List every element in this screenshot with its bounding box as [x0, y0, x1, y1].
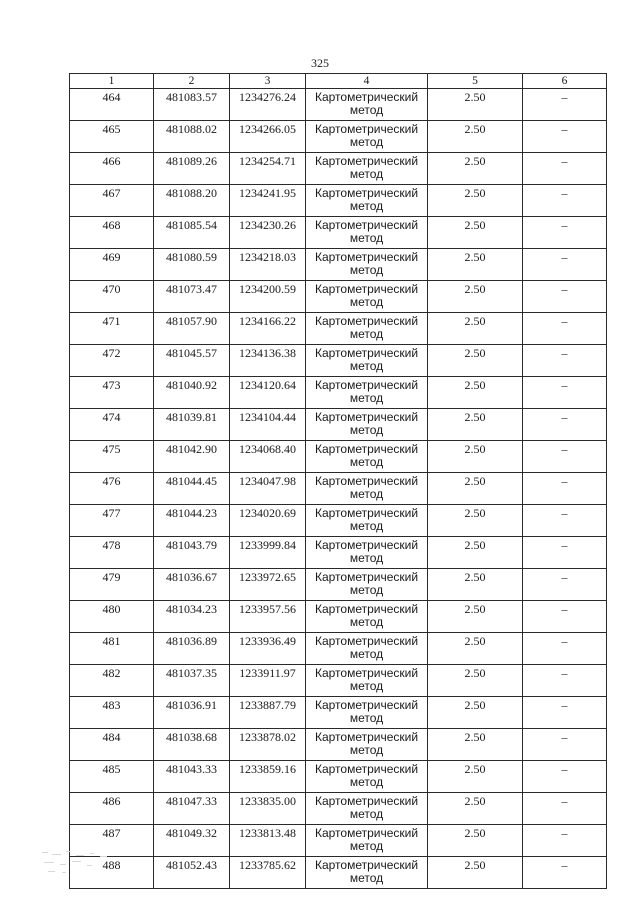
cell-y-coordinate: 1234166.22 [230, 313, 306, 345]
cell-method: Картометрический метод [306, 665, 428, 697]
cell-x-coordinate: 481045.57 [154, 345, 230, 377]
cell-accuracy: 2.50 [428, 281, 523, 313]
table-row [70, 473, 607, 505]
cell-y-coordinate: 1234020.69 [230, 505, 306, 537]
cell-method: Картометрический метод [306, 377, 428, 409]
cell-point-number: 467 [70, 185, 154, 217]
cell-method: Картометрический метод [306, 153, 428, 185]
cell-note: – [523, 153, 607, 185]
cell-note: – [523, 473, 607, 505]
cell-x-coordinate: 481036.91 [154, 697, 230, 729]
cell-x-coordinate: 481049.32 [154, 825, 230, 857]
cell-y-coordinate: 1234047.98 [230, 473, 306, 505]
cell-y-coordinate: 1233785.62 [230, 857, 306, 889]
cell-point-number: 486 [70, 793, 154, 825]
table-row [70, 185, 607, 217]
cell-y-coordinate: 1234266.05 [230, 121, 306, 153]
cell-accuracy: 2.50 [428, 153, 523, 185]
cell-x-coordinate: 481088.02 [154, 121, 230, 153]
cell-point-number: 468 [70, 217, 154, 249]
table-row [70, 377, 607, 409]
cell-x-coordinate: 481083.57 [154, 89, 230, 121]
cell-point-number: 477 [70, 505, 154, 537]
cell-point-number: 465 [70, 121, 154, 153]
cell-note: – [523, 409, 607, 441]
cell-x-coordinate: 481037.35 [154, 665, 230, 697]
cell-y-coordinate: 1234276.24 [230, 89, 306, 121]
page-number: 325 [311, 56, 329, 70]
cell-x-coordinate: 481057.90 [154, 313, 230, 345]
cell-note: – [523, 217, 607, 249]
cell-method: Картометрический метод [306, 569, 428, 601]
cell-y-coordinate: 1233813.48 [230, 825, 306, 857]
cell-note: – [523, 761, 607, 793]
cell-y-coordinate: 1234241.95 [230, 185, 306, 217]
cell-note: – [523, 793, 607, 825]
cell-point-number: 464 [70, 89, 154, 121]
cell-method: Картометрический метод [306, 313, 428, 345]
cell-x-coordinate: 481039.81 [154, 409, 230, 441]
table-row [70, 153, 607, 185]
cell-y-coordinate: 1234136.38 [230, 345, 306, 377]
cell-accuracy: 2.50 [428, 441, 523, 473]
table-row [70, 121, 607, 153]
cell-accuracy: 2.50 [428, 313, 523, 345]
cell-method: Картометрический метод [306, 505, 428, 537]
cell-method: Картометрический метод [306, 121, 428, 153]
cell-point-number: 479 [70, 569, 154, 601]
cell-accuracy: 2.50 [428, 633, 523, 665]
cell-method: Картометрический метод [306, 601, 428, 633]
table-row [70, 345, 607, 377]
table-row [70, 665, 607, 697]
cell-accuracy: 2.50 [428, 857, 523, 889]
cell-x-coordinate: 481047.33 [154, 793, 230, 825]
cell-note: – [523, 601, 607, 633]
column-header-6: 6 [523, 74, 607, 89]
cell-x-coordinate: 481085.54 [154, 217, 230, 249]
cell-x-coordinate: 481044.45 [154, 473, 230, 505]
cell-y-coordinate: 1233911.97 [230, 665, 306, 697]
cell-y-coordinate: 1233972.65 [230, 569, 306, 601]
cell-accuracy: 2.50 [428, 217, 523, 249]
cell-point-number: 484 [70, 729, 154, 761]
cell-method: Картометрический метод [306, 473, 428, 505]
cell-accuracy: 2.50 [428, 601, 523, 633]
cell-x-coordinate: 481036.67 [154, 569, 230, 601]
cell-note: – [523, 345, 607, 377]
cell-method: Картометрический метод [306, 825, 428, 857]
cell-method: Картометрический метод [306, 345, 428, 377]
cell-y-coordinate: 1234254.71 [230, 153, 306, 185]
cell-note: – [523, 857, 607, 889]
cell-method: Картометрический метод [306, 729, 428, 761]
cell-note: – [523, 825, 607, 857]
cell-accuracy: 2.50 [428, 185, 523, 217]
table-row [70, 409, 607, 441]
cell-note: – [523, 569, 607, 601]
column-header-4: 4 [306, 74, 428, 89]
cell-method: Картометрический метод [306, 217, 428, 249]
cell-accuracy: 2.50 [428, 569, 523, 601]
cell-point-number: 474 [70, 409, 154, 441]
table-row [70, 793, 607, 825]
cell-y-coordinate: 1234120.64 [230, 377, 306, 409]
cell-point-number: 472 [70, 345, 154, 377]
cell-method: Картометрический метод [306, 793, 428, 825]
cell-note: – [523, 729, 607, 761]
table-row [70, 313, 607, 345]
table-row [70, 601, 607, 633]
cell-x-coordinate: 481036.89 [154, 633, 230, 665]
table-row [70, 729, 607, 761]
table-row [70, 633, 607, 665]
cell-x-coordinate: 481044.23 [154, 505, 230, 537]
cell-x-coordinate: 481042.90 [154, 441, 230, 473]
cell-point-number: 478 [70, 537, 154, 569]
table-row [70, 441, 607, 473]
cell-point-number: 466 [70, 153, 154, 185]
cell-x-coordinate: 481043.33 [154, 761, 230, 793]
cell-note: – [523, 249, 607, 281]
cell-y-coordinate: 1234200.59 [230, 281, 306, 313]
cell-note: – [523, 697, 607, 729]
cell-note: – [523, 665, 607, 697]
cell-y-coordinate: 1233999.84 [230, 537, 306, 569]
cell-method: Картометрический метод [306, 185, 428, 217]
cell-point-number: 476 [70, 473, 154, 505]
cell-method: Картометрический метод [306, 633, 428, 665]
cell-x-coordinate: 481052.43 [154, 857, 230, 889]
column-header-3: 3 [230, 74, 306, 89]
cell-y-coordinate: 1234104.44 [230, 409, 306, 441]
cell-note: – [523, 185, 607, 217]
cell-accuracy: 2.50 [428, 89, 523, 121]
cell-accuracy: 2.50 [428, 473, 523, 505]
cell-accuracy: 2.50 [428, 505, 523, 537]
cell-accuracy: 2.50 [428, 729, 523, 761]
column-header-2: 2 [154, 74, 230, 89]
table-row [70, 249, 607, 281]
cell-accuracy: 2.50 [428, 793, 523, 825]
table-row [70, 505, 607, 537]
cell-y-coordinate: 1234068.40 [230, 441, 306, 473]
table-header-row [70, 74, 607, 89]
cell-note: – [523, 537, 607, 569]
cell-method: Картометрический метод [306, 761, 428, 793]
cell-method: Картометрический метод [306, 537, 428, 569]
cell-x-coordinate: 481088.20 [154, 185, 230, 217]
cell-method: Картометрический метод [306, 281, 428, 313]
cell-accuracy: 2.50 [428, 825, 523, 857]
cell-note: – [523, 441, 607, 473]
scan-noise [40, 846, 160, 876]
cell-x-coordinate: 481038.68 [154, 729, 230, 761]
cell-y-coordinate: 1233878.02 [230, 729, 306, 761]
cell-method: Картометрический метод [306, 249, 428, 281]
table-row [70, 761, 607, 793]
cell-x-coordinate: 481040.92 [154, 377, 230, 409]
cell-x-coordinate: 481043.79 [154, 537, 230, 569]
cell-point-number: 487 [70, 825, 154, 857]
cell-method: Картометрический метод [306, 441, 428, 473]
table-row [70, 569, 607, 601]
cell-y-coordinate: 1233936.49 [230, 633, 306, 665]
cell-y-coordinate: 1234218.03 [230, 249, 306, 281]
cell-note: – [523, 313, 607, 345]
cell-accuracy: 2.50 [428, 249, 523, 281]
cell-note: – [523, 121, 607, 153]
cell-point-number: 488 [70, 857, 154, 889]
cell-point-number: 470 [70, 281, 154, 313]
cell-point-number: 481 [70, 633, 154, 665]
cell-note: – [523, 377, 607, 409]
coordinates-table [69, 73, 607, 889]
cell-point-number: 485 [70, 761, 154, 793]
cell-x-coordinate: 481034.23 [154, 601, 230, 633]
cell-accuracy: 2.50 [428, 345, 523, 377]
cell-accuracy: 2.50 [428, 377, 523, 409]
cell-y-coordinate: 1233859.16 [230, 761, 306, 793]
cell-x-coordinate: 481080.59 [154, 249, 230, 281]
cell-method: Картометрический метод [306, 409, 428, 441]
column-header-1: 1 [70, 74, 154, 89]
cell-point-number: 473 [70, 377, 154, 409]
cell-y-coordinate: 1233835.00 [230, 793, 306, 825]
cell-point-number: 471 [70, 313, 154, 345]
cell-method: Картометрический метод [306, 89, 428, 121]
cell-note: – [523, 505, 607, 537]
cell-note: – [523, 633, 607, 665]
cell-accuracy: 2.50 [428, 537, 523, 569]
table-row [70, 697, 607, 729]
cell-method: Картометрический метод [306, 857, 428, 889]
table-body [70, 89, 607, 889]
cell-y-coordinate: 1233957.56 [230, 601, 306, 633]
cell-x-coordinate: 481089.26 [154, 153, 230, 185]
cell-accuracy: 2.50 [428, 761, 523, 793]
cell-point-number: 482 [70, 665, 154, 697]
cell-point-number: 480 [70, 601, 154, 633]
cell-accuracy: 2.50 [428, 697, 523, 729]
cell-note: – [523, 89, 607, 121]
cell-note: – [523, 281, 607, 313]
cell-point-number: 475 [70, 441, 154, 473]
cell-y-coordinate: 1234230.26 [230, 217, 306, 249]
cell-accuracy: 2.50 [428, 665, 523, 697]
table-row [70, 537, 607, 569]
table-row [70, 281, 607, 313]
cell-accuracy: 2.50 [428, 409, 523, 441]
table-row [70, 217, 607, 249]
cell-point-number: 469 [70, 249, 154, 281]
cell-accuracy: 2.50 [428, 121, 523, 153]
cell-x-coordinate: 481073.47 [154, 281, 230, 313]
column-header-5: 5 [428, 74, 523, 89]
cell-point-number: 483 [70, 697, 154, 729]
cell-method: Картометрический метод [306, 697, 428, 729]
cell-y-coordinate: 1233887.79 [230, 697, 306, 729]
table-row [70, 89, 607, 121]
